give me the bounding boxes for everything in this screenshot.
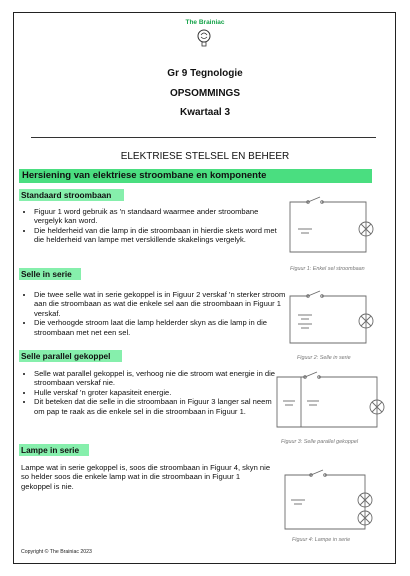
section-heading-standard-circuit: Standaard stroombaan xyxy=(19,189,124,201)
term-label: Kwartaal 3 xyxy=(179,107,231,118)
section-2-bullets xyxy=(20,290,286,337)
brain-bulb-logo-icon xyxy=(196,28,212,50)
topic-title: ELEKTRIESE STELSEL EN BEHEER xyxy=(120,151,290,162)
divider xyxy=(31,137,376,138)
list-item: • Hulle verskaf 'n groter kapasiteit energie. xyxy=(34,388,279,397)
figure-2-circuit-diagram xyxy=(288,293,368,349)
copyright-notice: Copyright © The Brainiac 2023 xyxy=(21,549,92,555)
brand-name: The Brainiac xyxy=(185,19,225,26)
section-3-bullets xyxy=(20,369,279,416)
figure-3-circuit-diagram xyxy=(275,371,379,433)
list-item: • Die verhoogde stroom laat die lamp helderder skyn as die lamp in die stroombaan met net een sel. xyxy=(34,318,286,337)
list-item: • Die twee selle wat in serie gekoppel is in Figuur 2 verskaf 'n sterker stroom aan die stroombaan as wat die enkele sel aan die stroombaan in Figuur 1 verskaf. xyxy=(34,290,286,318)
list-item: • Dit beteken dat die selle in die stroombaan in Figuur 3 langer sal neem om pap te raak as die enkele sel in die stroombaan in Figuur 1. xyxy=(34,397,279,416)
revision-banner xyxy=(19,169,372,183)
figure-4-circuit-diagram xyxy=(283,472,367,534)
list-item: • Selle wat parallel gekoppel is, verhoog nie die stroom wat energie in die stroombaan verskaf nie. xyxy=(34,369,279,388)
section-heading-cells-in-series: Selle in serie xyxy=(19,268,81,280)
list-item: • Figuur 1 word gebruik as 'n standaard waarmee ander stroombane vergelyk kan word. xyxy=(34,207,286,226)
section-heading-lamps-in-series: Lampe in serie xyxy=(19,444,89,456)
list-item: • Die helderheid van die lamp in die stroombaan in hierdie skets word met die helderheid van lampe met verskillende skakelings vergelyk. xyxy=(34,226,286,245)
banner-text: Hersiening van elektriese stroombane en komponente xyxy=(22,170,267,181)
figure-4-caption: Figuur 4: Lampe in serie xyxy=(292,537,351,543)
section-heading-cells-in-parallel: Selle parallel gekoppel xyxy=(19,350,122,362)
section-4-paragraph: Lampe wat in serie gekoppel is, soos die stroombaan in Figuur 4, skyn nie so helder soos die enkele lamp wat in die stroombaan in Figuur 1 gekoppel is nie. xyxy=(21,463,271,491)
figure-1-caption: Figuur 1: Enkel sel stroombaan xyxy=(290,266,365,272)
document-subtitle: OPSOMMINGS xyxy=(169,88,240,99)
grade-subject: Gr 9 Tegnologie xyxy=(167,68,243,79)
figure-3-caption: Figuur 3: Selle parallel gekoppel xyxy=(281,439,359,445)
section-1-bullets xyxy=(20,207,286,245)
figure-2-caption: Figuur 2: Selle in serie xyxy=(297,355,351,361)
figure-1-circuit-diagram xyxy=(288,199,368,261)
